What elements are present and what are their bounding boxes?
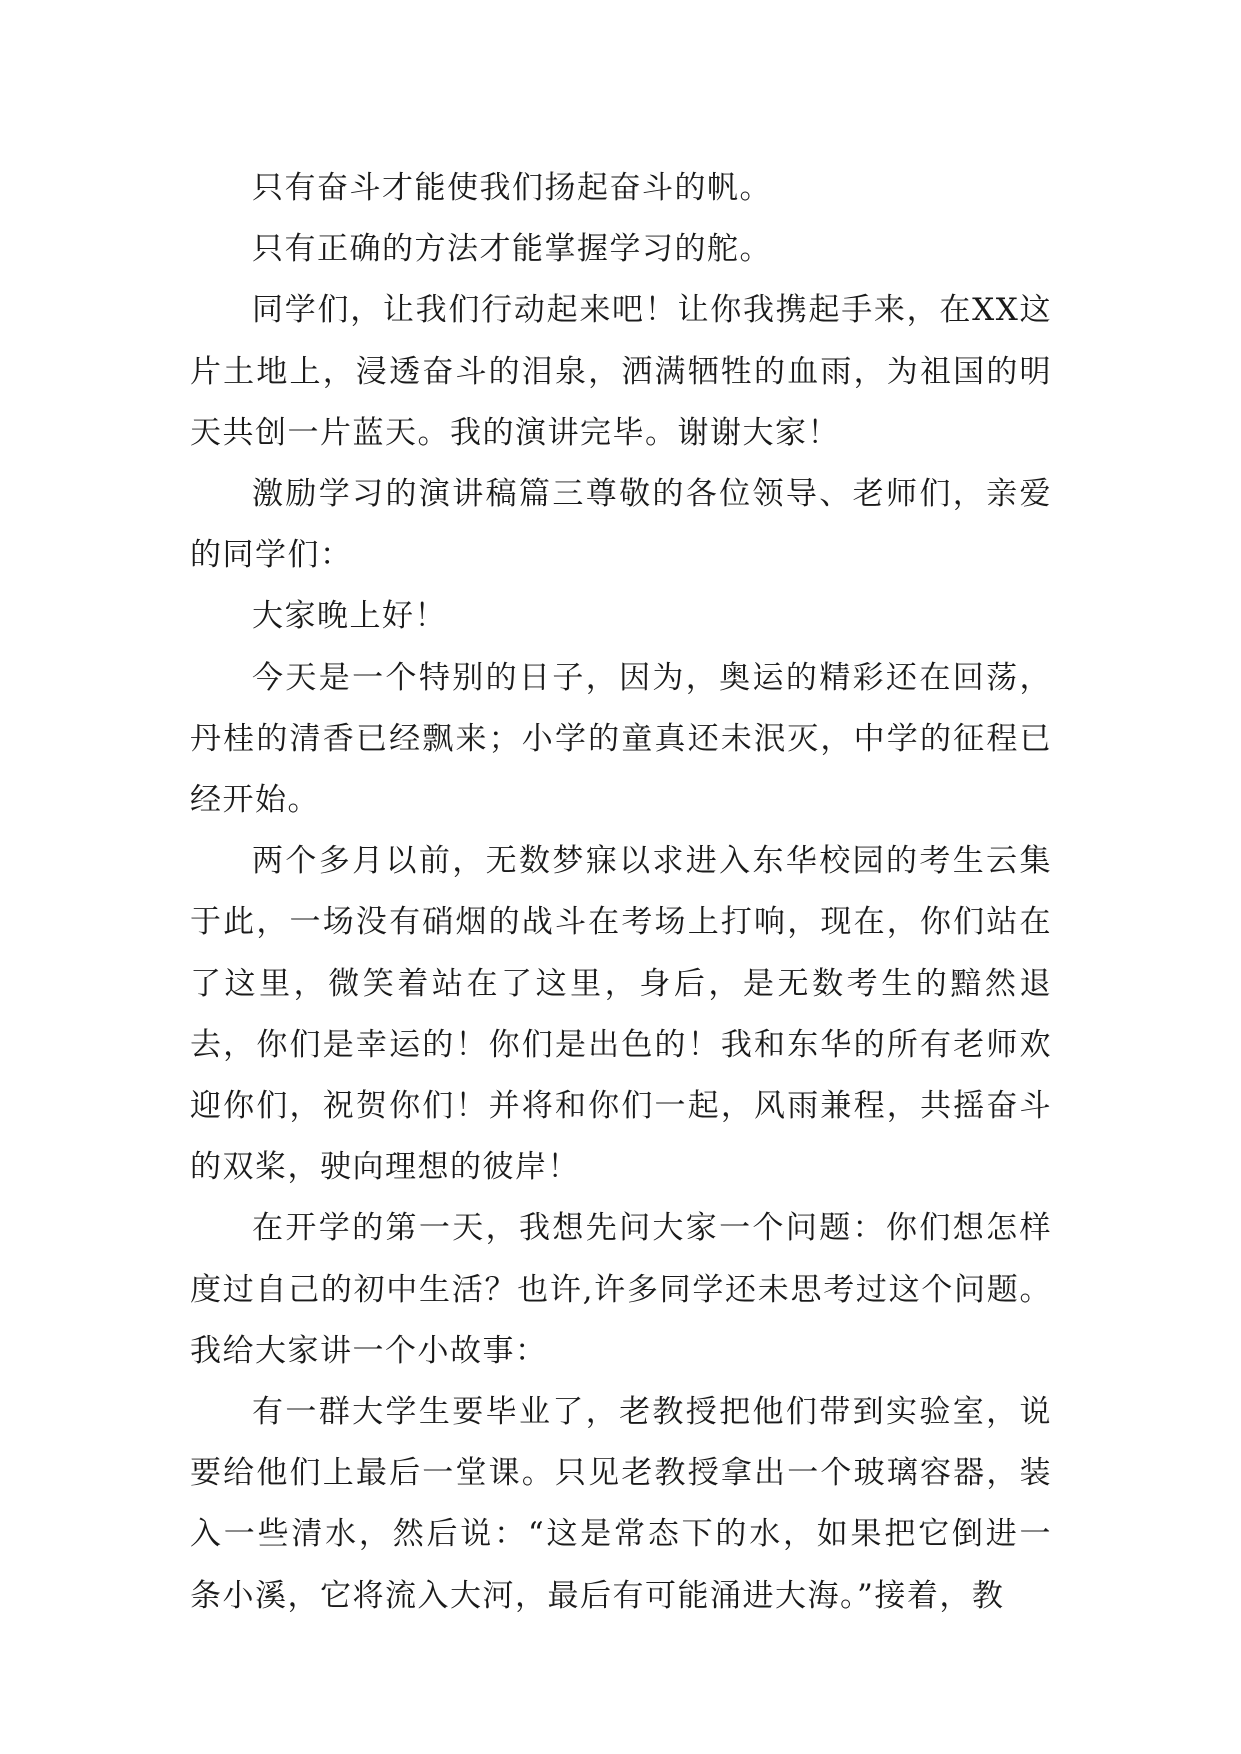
- paragraph: 激励学习的演讲稿篇三尊敬的各位领导、老师们，亲爱的同学们：: [190, 476, 1052, 574]
- paragraph: 只有正确的方法才能掌握学习的舵。: [252, 231, 772, 268]
- paragraph: 两个多月以前，无数梦寐以求进入东华校园的考生云集于此，一场没有硝烟的战斗在考场上打响，现在，你们站在了这里，微笑着站在了这里，身后，是无数考生的黯然退去，你们是幸运的！你们是出色的！我和东华的所有老师欢迎你们，祝贺你们！并将和你们一起，风雨兼程，共摇奋斗的双桨，驶向理想的彼岸！: [190, 843, 1052, 1186]
- paragraph: 今天是一个特别的日子，因为，奥运的精彩还在回荡，丹桂的清香已经飘来；小学的童真还未泯灭，中学的征程已经开始。: [190, 659, 1052, 819]
- paragraph: 有一群大学生要毕业了，老教授把他们带到实验室，说要给他们上最后一堂课。只见老教授拿出一个玻璃容器，装入一些清水，然后说：“这是常态下的水，如果把它倒进一条小溪，它将流入大河，最后有可能涌进大海。”接着，教: [190, 1394, 1052, 1614]
- paragraph: 只有奋斗才能使我们扬起奋斗的帆。: [252, 170, 772, 206]
- document-body: [190, 158, 1052, 1627]
- paragraph: 在开学的第一天，我想先问大家一个问题：你们想怎样度过自己的初中生活？也许,许多同学还未思考过这个问题。我给大家讲一个小故事：: [190, 1210, 1052, 1369]
- paragraph: 大家晚上好！: [252, 598, 447, 635]
- paragraph: 同学们，让我们行动起来吧！让你我携起手来，在XX这片土地上，浸透奋斗的泪泉，洒满牺牲的血雨，为祖国的明天共创一片蓝天。我的演讲完毕。谢谢大家！: [190, 292, 1052, 451]
